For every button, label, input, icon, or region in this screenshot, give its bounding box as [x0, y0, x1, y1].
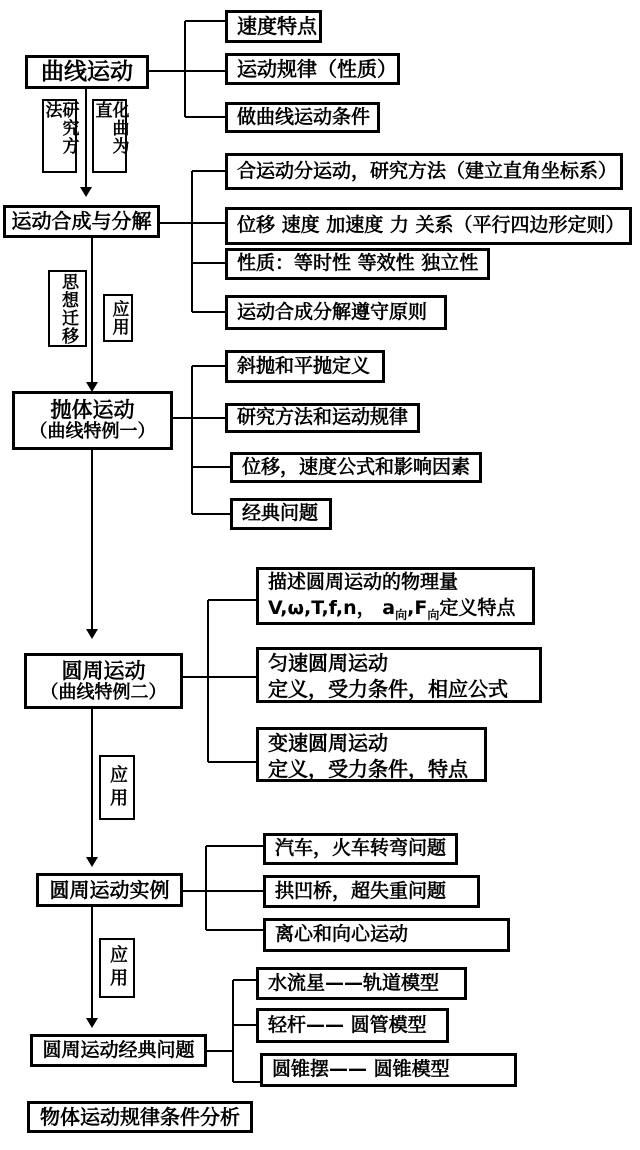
edge-label-text: 化曲为直	[91, 101, 129, 155]
bracket-section-3	[173, 366, 230, 514]
node-curvilinear-motion-condition: 做曲线运动条件	[225, 102, 380, 133]
quantities-pre: V,ω,T,f,n， a	[268, 596, 396, 619]
edge-label-thought-transfer	[48, 270, 87, 347]
node-research-method-motion-law: 研究方法和运动规律	[225, 403, 420, 433]
node-variable-circular-motion	[256, 727, 487, 782]
down-arrow-icon	[86, 1018, 98, 1028]
edge-label-application-2	[99, 755, 135, 820]
node-curvilinear-motion: 曲线运动	[25, 55, 149, 89]
node-subtitle: （曲线特例二）	[40, 681, 167, 703]
node-centrifugal-centripetal-motion: 离心和向心运动	[263, 918, 510, 952]
bracket-section-2	[160, 171, 225, 312]
node-subtitle: （曲线特例一）	[29, 421, 156, 443]
node-displacement-velocity-force-relations: 位移 速度 加速度 力 关系（平行四边形定则）	[225, 207, 632, 245]
edge-label-application-3	[99, 938, 135, 998]
node-line2: 定义，受力条件，相应公式	[268, 677, 508, 701]
node-projectile-motion	[12, 391, 173, 450]
node-speed-characteristics: 速度特点	[225, 10, 322, 43]
bracket-section-1	[149, 21, 225, 117]
node-composite-component-motion: 合运动分运动，研究方法（建立直角坐标系）	[225, 153, 623, 190]
node-circular-motion	[24, 653, 183, 709]
node-conical-pendulum-cone-model: 圆锥摆—— 圆锥模型	[260, 1053, 517, 1087]
edge-label-text: 应用	[107, 764, 128, 811]
edge-label-text: 应用	[108, 300, 129, 336]
quantities-mid: ,F	[407, 596, 428, 619]
node-circular-motion-classic-problems: 圆周运动经典问题	[30, 1034, 207, 1067]
node-water-meteor-track-model: 水流星——轨道模型	[256, 967, 467, 1000]
node-circular-motion-physical-quantities	[256, 567, 535, 625]
subscript-xiang: 向	[395, 607, 408, 622]
node-motion-composition-decomposition: 运动合成与分解	[3, 205, 160, 238]
edge-label-text: 思想迁移	[58, 272, 78, 345]
node-title: 圆周运动	[61, 658, 146, 683]
node-composition-decomposition-principles: 运动合成分解遵守原则	[225, 295, 447, 330]
edge-label-application-1	[103, 294, 133, 342]
edge-label-text: 研究方法	[41, 101, 79, 155]
node-title: 抛体运动	[50, 398, 135, 423]
bracket-section-5	[183, 846, 263, 930]
node-line1: 变速圆周运动	[268, 731, 388, 755]
node-light-rod-tube-model: 轻杆—— 圆管模型	[256, 1008, 449, 1043]
bracket-section-6	[207, 980, 260, 1082]
down-arrow-icon	[86, 857, 98, 867]
edge-label-research-method	[42, 99, 77, 173]
node-motion-law-condition-analysis: 物体运动规律条件分析	[27, 1101, 253, 1133]
node-projectile-definitions: 斜抛和平抛定义	[225, 350, 385, 383]
node-classic-problems: 经典问题	[230, 498, 332, 530]
down-arrow-icon	[86, 629, 98, 639]
edge-label-curve-to-straight	[92, 99, 127, 173]
node-uniform-circular-motion	[256, 647, 542, 703]
node-motion-law-nature: 运动规律（性质）	[225, 53, 400, 85]
down-arrow-icon	[80, 187, 92, 197]
node-line2: 定义，受力条件，特点	[268, 757, 468, 781]
node-line2	[268, 596, 515, 623]
node-properties-equal-time-equivalence-independence: 性质：等时性 等效性 独立性	[225, 248, 490, 280]
node-vehicle-turning-problems: 汽车，火车转弯问题	[263, 833, 458, 865]
node-line1: 描述圆周运动的物理量	[268, 571, 459, 593]
node-displacement-velocity-formula: 位移，速度公式和影响因素	[230, 452, 482, 483]
subscript-xiang: 向	[427, 607, 440, 622]
bracket-section-4	[183, 600, 256, 762]
edge-label-text: 应用	[107, 945, 128, 991]
node-line1: 匀速圆周运动	[268, 651, 388, 675]
node-circular-motion-examples: 圆周运动实例	[36, 873, 183, 907]
node-bridge-weightlessness-problems: 拱凹桥，超失重问题	[263, 875, 480, 908]
quantities-post: 定义特点	[439, 596, 516, 619]
